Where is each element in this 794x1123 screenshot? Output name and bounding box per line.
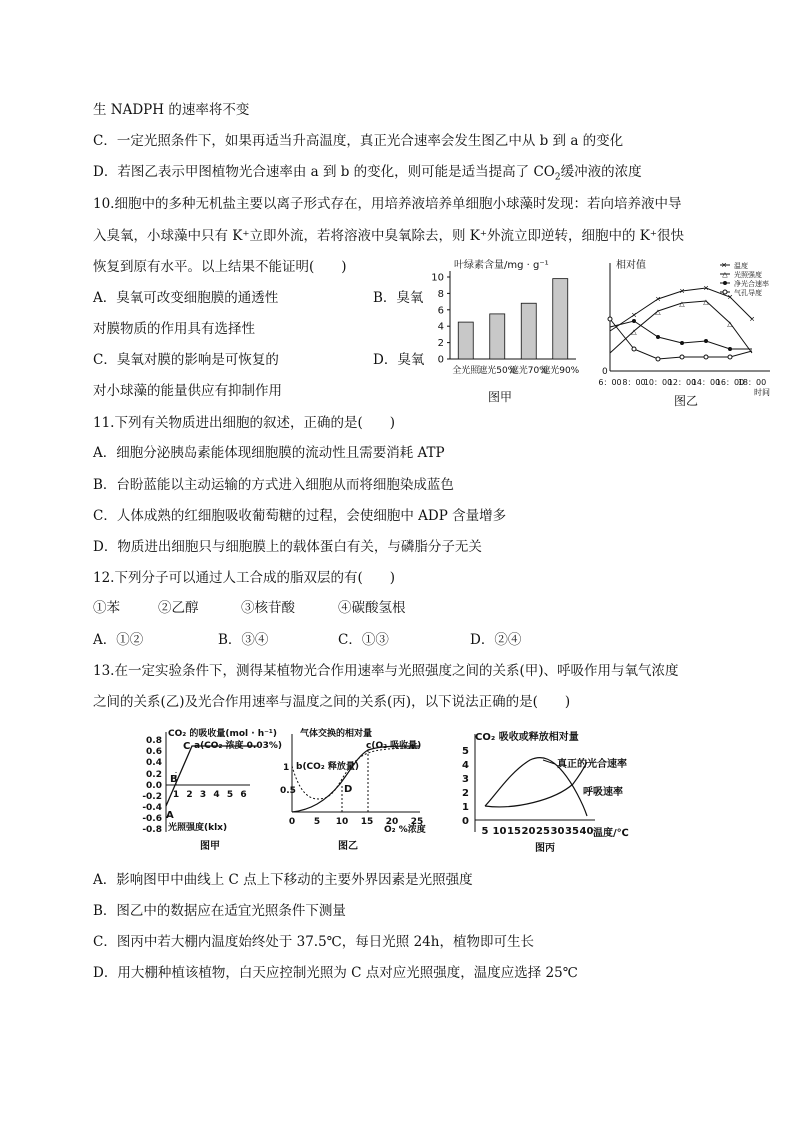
- chart-bar-chlorophyll: [420, 253, 580, 412]
- legend: [720, 261, 769, 297]
- marker: ✕: [703, 284, 709, 293]
- y-axis-title: CO₂ 吸收或释放相对量: [475, 732, 579, 743]
- x-tick-label: 16：00: [715, 378, 745, 387]
- option-b: B．③④: [218, 632, 269, 648]
- option-d: D．用大棚种植该植物，白天应控制光照为 C 点对应光照强度，温度应选择 25℃: [93, 965, 578, 981]
- y-tick-label: 8: [437, 288, 444, 300]
- x-tick-label: 遮光70%: [509, 366, 548, 376]
- item-1: ①苯: [93, 600, 120, 616]
- x-tick-label: 遮光90%: [541, 366, 580, 376]
- option-d: D．物质进出细胞只与细胞膜上的载体蛋白有关，与磷脂分子无关: [93, 539, 482, 555]
- marker: ✕: [727, 293, 733, 302]
- text-line: 生 NADPH 的速率将不变: [93, 102, 250, 118]
- bar: [458, 322, 473, 359]
- y-tick-label: 0.0: [146, 781, 162, 791]
- x-tick-label: 遮光50%: [478, 366, 517, 376]
- option-d-cont: 对小球藻的能量供应有抑制作用: [93, 383, 282, 399]
- x-tick-label: 5: [481, 826, 489, 837]
- series-label: 真正的光合速率: [557, 759, 627, 770]
- option-b: B．台盼蓝能以主动运输的方式进入细胞从而将细胞染成蓝色: [93, 477, 454, 493]
- x-tick-label: 6：00: [598, 378, 622, 387]
- curve-b-dotted: [292, 748, 420, 799]
- x-tick-label: 40: [579, 826, 594, 837]
- curve-a-label: a(CO₂ 浓度 0.03%): [194, 741, 282, 751]
- marker: [680, 341, 684, 345]
- bar: [553, 279, 568, 359]
- question-10-stem: 恢复到原有水平。以上结果不能证明( ): [93, 259, 347, 275]
- curve-b-label: b(CO₂ 释放量): [296, 762, 360, 772]
- marker: ✕: [631, 311, 637, 320]
- marker: △: [655, 308, 661, 316]
- x-axis-title: 光照强度(klx): [168, 823, 228, 833]
- x-tick-label: 14：00: [691, 378, 721, 387]
- legend-marker: ✕: [721, 261, 727, 270]
- x-tick-label: 5: [226, 790, 234, 800]
- y-tick-label: 5: [462, 746, 469, 757]
- y-tick-label: 2: [437, 338, 444, 350]
- chart-title: 叶绿素含量/mg · g⁻¹: [454, 260, 549, 271]
- option-c: C．人体成熟的红细胞吸收葡萄糖的过程，会使细胞中 ADP 含量增多: [93, 508, 507, 524]
- y-tick-label: -0.6: [142, 814, 162, 824]
- marker: [728, 347, 732, 351]
- x-tick-label: 10：00: [643, 378, 673, 387]
- option-c: C．图丙中若大棚内温度始终处于 37.5℃，每日光照 24h，植物即可生长: [93, 934, 534, 950]
- chart-temperature-curve: [455, 724, 705, 858]
- y-tick: 1: [283, 763, 290, 773]
- item-2: ②乙醇: [158, 600, 199, 616]
- point-d-label: D: [344, 784, 353, 795]
- y-tick-label: 10: [431, 272, 444, 284]
- y-tick-label: 1: [462, 802, 469, 813]
- y-axis-title: 气体交换的相对量: [300, 729, 373, 739]
- x-tick-label: 20: [521, 826, 536, 837]
- y-tick: 0.5: [280, 786, 296, 796]
- marker: △: [727, 320, 733, 328]
- y-tick-label: -0.8: [142, 825, 162, 835]
- x-tick-label: 3: [199, 790, 207, 800]
- curve-c-label: c(O₂ 吸收量): [366, 741, 422, 751]
- question-13-stem: 13.在一定实验条件下，测得某植物光合作用速率与光照强度之间的关系(甲)、呼吸作用与氧气浓度: [93, 663, 679, 679]
- marker: △: [703, 298, 709, 306]
- option-d: [93, 162, 642, 188]
- text-span: D．若图乙表示甲图植物光合速率由 a 到 b 的变化，则可能是适当提高了 CO: [93, 164, 555, 180]
- x-tick-label: 6: [240, 790, 247, 800]
- y-tick-label: 0: [462, 816, 469, 827]
- x-tick-label: 1: [172, 790, 180, 800]
- marker: ✕: [655, 295, 661, 304]
- bar: [490, 314, 505, 359]
- marker: △: [631, 328, 637, 336]
- x-tick-label: 35: [565, 826, 579, 837]
- figure-caption: 图乙: [338, 841, 358, 852]
- series-label: 呼吸速率: [583, 787, 623, 798]
- x-tick-label: 10: [492, 826, 507, 837]
- y-tick-label: 4: [437, 321, 444, 333]
- option-c: C．一定光照条件下，如果再适当升高温度，真正光合速率会发生图乙中从 b 到 a 的变化: [93, 133, 624, 149]
- y-tick-label: 0: [437, 354, 444, 366]
- text-span: 缓冲液的浓度: [560, 164, 642, 180]
- x-tick-label: 30: [550, 826, 565, 837]
- origin-label: 0: [602, 367, 608, 377]
- y-tick-label: -0.2: [142, 792, 162, 802]
- option-d: D．臭氧: [373, 352, 425, 368]
- figure-caption: 图甲: [487, 390, 513, 404]
- item-4: ④碳酸氢根: [338, 600, 406, 616]
- x-tick-label: 8：00: [622, 378, 646, 387]
- question-10-stem: 10.细胞中的多种无机盐主要以离子形式存在，用培养液培养单细胞小球藻时发现：若向培养液中导: [93, 196, 682, 212]
- marker: [704, 339, 708, 343]
- x-tick-label: 5: [313, 817, 321, 827]
- y-tick-label: 0.6: [146, 747, 162, 757]
- legend-entry: 温度: [734, 262, 748, 270]
- item-3: ③核苷酸: [241, 600, 295, 616]
- marker: [608, 317, 612, 321]
- x-axis-label: 时间: [754, 388, 770, 397]
- marker: [656, 335, 660, 339]
- figure-caption: 图丙: [535, 843, 555, 854]
- y-tick-label: 0.4: [146, 758, 162, 768]
- legend-entry: 气孔导度: [734, 289, 762, 297]
- option-b: B．臭氧: [373, 290, 424, 306]
- marker: [680, 355, 684, 359]
- series-markers: [608, 285, 755, 362]
- point-a-label: A: [166, 810, 174, 821]
- question-13-stem: 之间的关系(乙)及光合作用速率与温度之间的关系(丙)，以下说法正确的是( ): [93, 694, 571, 710]
- marker: ✕: [679, 287, 685, 296]
- marker: [632, 319, 636, 323]
- x-tick-label: 4: [213, 790, 220, 800]
- marker: [656, 357, 660, 361]
- option-b: B．图乙中的数据应在适宜光照条件下测量: [93, 903, 346, 919]
- y-tick-label: 4: [462, 760, 469, 771]
- x-tick-label: 20: [385, 817, 399, 827]
- legend-entry: 光照强度: [734, 271, 762, 279]
- legend-marker: [723, 281, 727, 285]
- y-axis-title: CO₂ 的吸收量(mol · h⁻¹): [168, 729, 277, 739]
- point-c-label: C: [183, 741, 191, 752]
- curve-c: [292, 746, 420, 812]
- bar: [521, 303, 536, 359]
- point-b-label: B: [170, 774, 178, 785]
- y-tick-label: 3: [462, 774, 469, 785]
- x-tick-label: 15: [507, 826, 521, 837]
- option-a: A．细胞分泌胰岛素能体现细胞膜的流动性且需要消耗 ATP: [93, 445, 445, 461]
- chart-light-curve: [138, 724, 288, 858]
- option-a: A．臭氧可改变细胞膜的通透性: [93, 290, 279, 306]
- marker: [728, 355, 732, 359]
- x-tick-label: 10: [335, 817, 349, 827]
- x-tick-label: 18：00: [737, 378, 767, 387]
- question-12-stem: 12.下列分子可以通过人工合成的脂双层的有( ): [93, 570, 396, 586]
- option-b-cont: 对膜物质的作用具有选择性: [93, 321, 255, 337]
- subscript: 2: [554, 172, 561, 183]
- x-axis-title: 温度/℃: [593, 828, 629, 839]
- y-tick-label: 0.8: [146, 736, 162, 746]
- option-c: C．①③: [338, 632, 389, 648]
- chart-title: 相对值: [616, 260, 646, 271]
- option-a: A．影响图甲中曲线上 C 点上下移动的主要外界因素是光照强度: [93, 872, 473, 888]
- question-10-stem: 入臭氧，小球藻中只有 K⁺立即外流，若将溶液中臭氧除去，则 K⁺外流立即逆转，细胞中的 K⁺很快: [93, 228, 685, 244]
- chart-line-daily: [596, 253, 781, 412]
- x-tick-label: 15: [360, 817, 374, 827]
- marker: [632, 347, 636, 351]
- option-c: C．臭氧对膜的影响是可恢复的: [93, 352, 279, 368]
- chart-oxygen-curve: [280, 724, 440, 858]
- legend-marker: △: [722, 270, 728, 279]
- figure-caption: 图甲: [200, 841, 220, 852]
- x-tick-label: 25: [410, 817, 424, 827]
- x-tick-label: 0: [288, 817, 296, 827]
- y-tick-label: 6: [437, 305, 444, 317]
- marker: [704, 355, 708, 359]
- marker: △: [679, 300, 685, 308]
- legend-entry: 净光合速率: [734, 280, 769, 288]
- x-axis-title: O₂ %浓度: [384, 825, 426, 835]
- x-tick-label: 25: [536, 826, 550, 837]
- question-11-stem: 11.下列有关物质进出细胞的叙述，正确的是( ): [93, 415, 396, 431]
- marker: ✕: [749, 315, 755, 324]
- x-tick-label: 全光照: [452, 366, 480, 376]
- figure-caption: 图乙: [673, 394, 699, 408]
- option-a: A．①②: [93, 632, 144, 648]
- option-d: D．②④: [470, 632, 522, 648]
- y-tick-label: 0.2: [146, 770, 162, 780]
- x-tick-label: 2: [186, 790, 193, 800]
- y-tick-label: -0.4: [142, 803, 162, 813]
- x-tick-label: 12：00: [667, 378, 697, 387]
- y-tick-label: 2: [462, 788, 469, 799]
